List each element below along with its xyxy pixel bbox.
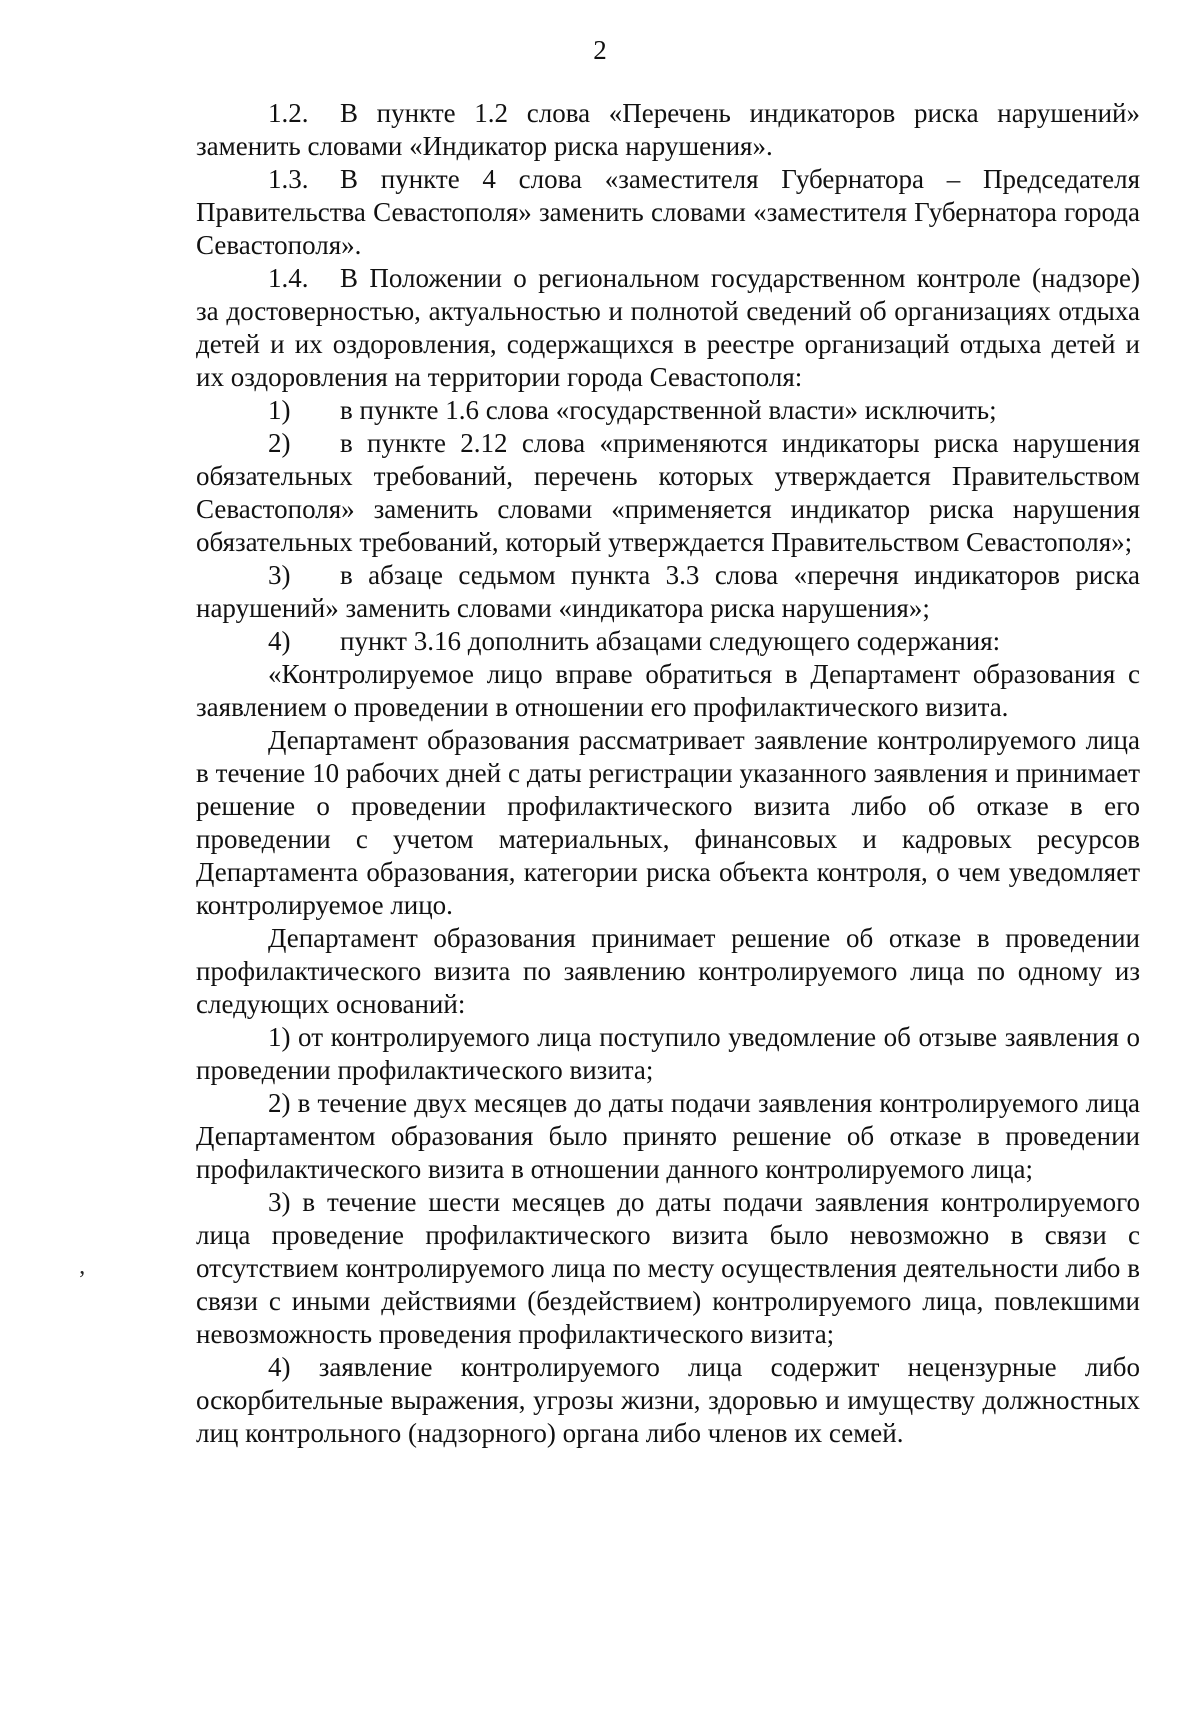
paragraph: 3) в течение шести месяцев до даты подачи заявления контролируемого лица проведение профилактического визита было невозможно в связи с отсутствием контролируемого лица по месту осуществления деятельности либо в связи с иными действиями (бездействием) контролируемого лица, повлекшими невозможность проведения профилактического визита;: [196, 1187, 1140, 1349]
item-number: 1.3.: [268, 164, 309, 194]
item-text: В пункте 1.2 слова «Перечень индикаторов риска нарушений» заменить словами «Индикатор риска нарушения».: [196, 98, 1140, 161]
item-text: пункт 3.16 дополнить абзацами следующего содержания:: [340, 626, 1001, 656]
page-number: 2: [593, 35, 607, 65]
item-number: 4): [268, 626, 291, 656]
item-text: В Положении о региональном государственном контроле (надзоре) за достоверностью, актуальностью и полнотой сведений об организациях отдыха детей и их оздоровления, содержащихся в реестре организаций отдыха детей и их оздоровления на территории города Севастополя:: [196, 263, 1140, 392]
paragraph: 2) в течение двух месяцев до даты подачи заявления контролируемого лица Департаментом образования было принято решение об отказе в проведении профилактического визита в отношении данного контролируемого лица;: [196, 1088, 1140, 1184]
paragraph: 4) заявление контролируемого лица содержит нецензурные либо оскорбительные выражения, угрозы жизни, здоровью и имуществу должностных лиц контрольного (надзорного) органа либо членов их семей.: [196, 1352, 1140, 1448]
item-1-2: [196, 97, 1140, 163]
item-text: в пункте 2.12 слова «применяются индикаторы риска нарушения обязательных требований, перечень которых утверждается Правительством Севастополя» заменить словами «применяется индикатор риска нарушения обязательных требований, который утверждается Правительством Севастополя»;: [196, 428, 1140, 557]
subitem-3: [196, 559, 1140, 625]
subitem-1: [196, 394, 1140, 427]
item-number: 2): [268, 428, 291, 458]
item-number: 3): [268, 560, 291, 590]
stray-mark: ’: [78, 1267, 86, 1293]
item-text: в пункте 1.6 слова «государственной власти» исключить;: [340, 395, 997, 425]
item-1-3: [196, 163, 1140, 262]
paragraph: «Контролируемое лицо вправе обратиться в Департамент образования с заявлением о проведении в отношении его профилактического визита.: [196, 659, 1140, 722]
item-number: 1.4.: [268, 263, 309, 293]
paragraph: Департамент образования принимает решение об отказе в проведении профилактического визита по заявлению контролируемого лица по одному из следующих оснований:: [196, 923, 1140, 1019]
document-body: [196, 97, 1140, 1450]
item-number: 1.2.: [268, 98, 309, 128]
item-text: в абзаце седьмом пункта 3.3 слова «перечня индикаторов риска нарушений» заменить словами «индикатора риска нарушения»;: [196, 560, 1140, 623]
item-number: 1): [268, 395, 291, 425]
item-1-4: [196, 262, 1140, 394]
item-text: В пункте 4 слова «заместителя Губернатора – Председателя Правительства Севастополя» заменить словами «заместителя Губернатора города Севастополя».: [196, 164, 1140, 260]
paragraph: 1) от контролируемого лица поступило уведомление об отзыве заявления о проведении профилактического визита;: [196, 1022, 1140, 1085]
paragraph: Департамент образования рассматривает заявление контролируемого лица в течение 10 рабочих дней с даты регистрации указанного заявления и принимает решение о проведении профилактического визита либо об отказе в его проведении с учетом материальных, финансовых и кадровых ресурсов Департамента образования, категории риска объекта контроля, о чем уведомляет контролируемое лицо.: [196, 725, 1140, 920]
subitem-2: [196, 427, 1140, 559]
subitem-4: [196, 625, 1140, 658]
